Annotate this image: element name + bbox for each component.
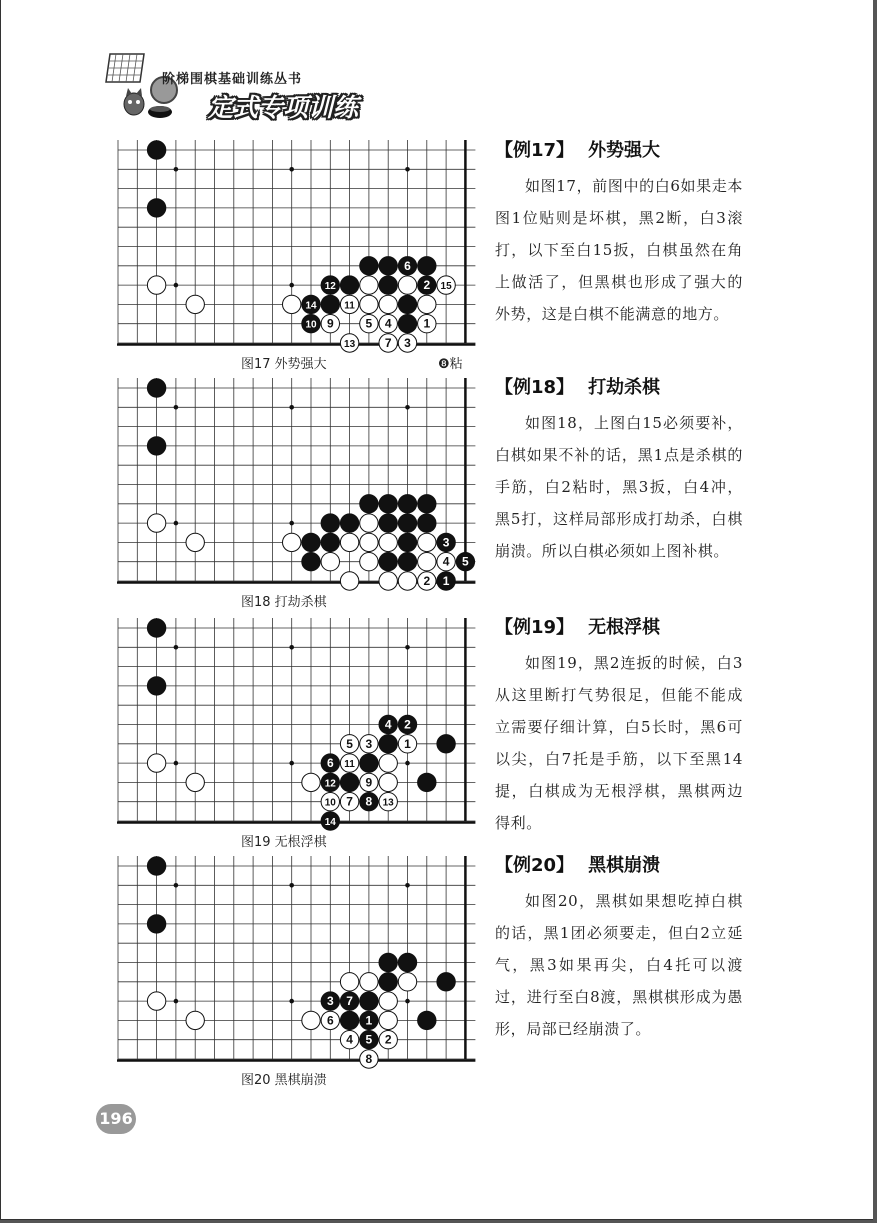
white-stone xyxy=(147,992,165,1010)
example-label: 【例18】 xyxy=(495,377,575,398)
board-grid xyxy=(117,378,475,583)
white-stone xyxy=(360,735,378,753)
move-number: 8 xyxy=(365,1052,373,1066)
example-title: 无根浮棋 xyxy=(588,617,661,638)
black-stone xyxy=(379,953,397,971)
move-number: 5 xyxy=(365,1032,373,1047)
black-stone xyxy=(379,553,397,571)
white-stone xyxy=(302,1011,320,1029)
black-stone xyxy=(321,514,339,532)
move-number: 3 xyxy=(442,535,450,550)
white-stone xyxy=(437,553,455,571)
white-stone xyxy=(147,276,165,294)
black-stone xyxy=(379,257,397,275)
star-point xyxy=(174,405,179,410)
star-point xyxy=(289,167,294,172)
go-diagram-19 xyxy=(100,614,480,832)
star-point xyxy=(405,405,410,410)
star-point xyxy=(174,645,179,650)
black-stone xyxy=(147,857,165,875)
move-number: 13 xyxy=(344,339,356,350)
move-number: 2 xyxy=(423,574,431,588)
black-stone xyxy=(321,773,339,791)
star-point xyxy=(405,999,410,1004)
diagram-caption: 图18 打劫杀棋 xyxy=(241,595,327,610)
black-stone xyxy=(360,257,378,275)
black-stone xyxy=(398,315,416,333)
white-stone xyxy=(379,334,397,352)
example-title: 黑棋崩溃 xyxy=(588,855,661,876)
white-stone xyxy=(379,295,397,313)
move-number: 13 xyxy=(382,797,394,809)
black-stone xyxy=(321,276,339,294)
move-number: 3 xyxy=(326,994,334,1009)
white-stone xyxy=(340,754,358,772)
move-number: 14 xyxy=(324,817,336,828)
page-number: 196 xyxy=(96,1104,136,1134)
white-stone xyxy=(379,315,397,333)
move-number: 6 xyxy=(326,1013,334,1028)
move-number: 1 xyxy=(442,574,450,588)
white-stone xyxy=(147,754,165,772)
white-stone xyxy=(186,295,204,313)
black-stone xyxy=(360,754,378,772)
move-number: 2 xyxy=(384,1032,392,1047)
move-number: 3 xyxy=(404,336,411,350)
white-stone xyxy=(360,295,378,313)
white-stone xyxy=(360,553,378,571)
white-stone xyxy=(398,572,416,590)
white-stone xyxy=(418,553,436,571)
black-stone xyxy=(302,295,320,313)
move-number: 4 xyxy=(384,316,392,331)
white-stone xyxy=(418,315,436,333)
white-stone xyxy=(340,572,358,590)
white-stone xyxy=(186,533,204,551)
black-stone xyxy=(321,754,339,772)
black-stone xyxy=(321,812,339,830)
black-stone xyxy=(398,715,416,733)
black-stone xyxy=(147,915,165,933)
black-stone xyxy=(398,953,416,971)
white-stone xyxy=(398,334,416,352)
white-stone xyxy=(340,334,358,352)
black-stone xyxy=(321,992,339,1010)
white-stone xyxy=(340,973,358,991)
move-number: 5 xyxy=(346,736,353,751)
white-stone xyxy=(340,295,358,313)
black-stone xyxy=(360,1011,378,1029)
series-title: 阶梯围棋基础训练丛书 xyxy=(162,72,303,87)
example-heading xyxy=(495,851,743,881)
black-stone xyxy=(147,619,165,637)
black-stone xyxy=(360,1031,378,1049)
go-board-icon xyxy=(104,52,148,86)
black-stone xyxy=(398,514,416,532)
move-number: 3 xyxy=(365,736,373,751)
white-stone xyxy=(147,514,165,532)
black-stone xyxy=(379,514,397,532)
black-stone xyxy=(418,773,436,791)
white-stone xyxy=(283,295,301,313)
white-stone xyxy=(418,572,436,590)
go-diagram-18 xyxy=(100,374,480,592)
white-stone xyxy=(437,276,455,294)
black-stone xyxy=(379,973,397,991)
black-stone xyxy=(398,553,416,571)
black-stone xyxy=(456,553,474,571)
example-heading xyxy=(495,136,743,166)
black-stone xyxy=(437,973,455,991)
move-number: 1 xyxy=(423,316,431,331)
white-stone xyxy=(360,514,378,532)
go-diagram-20 xyxy=(100,852,480,1070)
example-20 xyxy=(495,851,743,1045)
white-stone xyxy=(360,533,378,551)
move-number: 1 xyxy=(404,736,411,751)
black-stone xyxy=(437,735,455,753)
star-point xyxy=(174,521,179,526)
diagram-caption: 图20 黑棋崩溃 xyxy=(241,1073,327,1088)
example-label: 【例17】 xyxy=(495,140,575,161)
black-stone xyxy=(360,992,378,1010)
move-number: 11 xyxy=(344,300,355,312)
star-point xyxy=(405,645,410,650)
white-stone xyxy=(379,1011,397,1029)
example-heading xyxy=(495,613,743,643)
star-point xyxy=(289,761,294,766)
black-stone xyxy=(418,514,436,532)
board-grid xyxy=(117,856,475,1061)
white-stone xyxy=(321,793,339,811)
star-point xyxy=(174,999,179,1004)
move-number: 7 xyxy=(384,336,392,350)
black-stone xyxy=(147,677,165,695)
go-diagram-17 xyxy=(100,136,480,354)
white-stone xyxy=(360,1050,378,1068)
move-number: 10 xyxy=(324,797,336,809)
board-grid xyxy=(117,140,475,345)
star-point xyxy=(289,999,294,1004)
move-number: 6 xyxy=(404,258,411,273)
move-number: 12 xyxy=(324,281,336,293)
white-stone xyxy=(340,793,358,811)
white-stone xyxy=(321,553,339,571)
white-stone xyxy=(186,773,204,791)
white-stone xyxy=(360,773,378,791)
move-number: 1 xyxy=(365,1013,373,1028)
example-17 xyxy=(495,136,743,330)
black-stone xyxy=(340,992,358,1010)
black-stone xyxy=(418,257,436,275)
example-title: 打劫杀棋 xyxy=(588,377,661,398)
white-stone xyxy=(379,773,397,791)
move-number: 5 xyxy=(462,554,469,569)
white-stone xyxy=(360,276,378,294)
black-stone xyxy=(379,276,397,294)
move-number: 9 xyxy=(365,775,373,790)
black-stone xyxy=(302,315,320,333)
white-stone xyxy=(340,735,358,753)
black-stone xyxy=(147,141,165,159)
star-point xyxy=(289,521,294,526)
black-stone xyxy=(147,437,165,455)
move-number: 4 xyxy=(346,1032,353,1047)
white-stone xyxy=(418,533,436,551)
black-stone xyxy=(147,379,165,397)
black-stone xyxy=(437,572,455,590)
white-stone xyxy=(379,992,397,1010)
example-heading xyxy=(495,373,743,403)
example-label: 【例19】 xyxy=(495,617,575,638)
diagram-caption: 图19 无根浮棋 xyxy=(241,835,327,850)
white-stone xyxy=(418,295,436,313)
white-stone xyxy=(379,533,397,551)
diagram-note: ❽粘 xyxy=(438,357,463,372)
move-number: 4 xyxy=(442,554,450,569)
black-stone xyxy=(360,793,378,811)
star-point xyxy=(174,167,179,172)
book-title: 定式专项训练 xyxy=(208,93,359,122)
example-label: 【例20】 xyxy=(495,855,575,876)
white-stone xyxy=(379,793,397,811)
white-stone xyxy=(186,1011,204,1029)
diagram-caption: 图17 外势强大 xyxy=(241,357,327,372)
example-text: 如图20，黑棋如果想吃掉白棋的话，黑1团必须要走，但白2立延气，黑3如果再尖，白4托可以渡过，进行至白8渡，黑棋棋形成为愚形，局部已经崩溃了。 xyxy=(495,892,743,1038)
star-point xyxy=(289,405,294,410)
black-stone xyxy=(360,495,378,513)
move-number: 12 xyxy=(324,778,336,790)
black-stone xyxy=(302,533,320,551)
black-stone xyxy=(398,295,416,313)
white-stone xyxy=(360,973,378,991)
black-stone xyxy=(302,553,320,571)
black-stone xyxy=(379,715,397,733)
star-point xyxy=(174,883,179,888)
cat-mascot-icon xyxy=(120,82,180,122)
white-stone xyxy=(379,754,397,772)
star-point xyxy=(289,283,294,288)
black-stone xyxy=(379,495,397,513)
book-header xyxy=(104,52,364,124)
white-stone xyxy=(398,973,416,991)
black-stone xyxy=(321,295,339,313)
white-stone xyxy=(302,773,320,791)
move-number: 5 xyxy=(365,316,373,331)
board-grid xyxy=(117,618,475,823)
black-stone xyxy=(340,1011,358,1029)
black-stone xyxy=(418,276,436,294)
black-stone xyxy=(147,199,165,217)
move-number: 2 xyxy=(423,278,431,293)
move-number: 15 xyxy=(440,281,452,293)
move-number: 2 xyxy=(404,717,411,732)
black-stone xyxy=(418,1011,436,1029)
black-stone xyxy=(437,533,455,551)
example-19 xyxy=(495,613,743,839)
white-stone xyxy=(379,1031,397,1049)
white-stone xyxy=(398,735,416,753)
move-number: 14 xyxy=(305,300,317,312)
move-number: 4 xyxy=(384,717,392,732)
example-text: 如图17，前图中的白6如果走本图1位贴则是坏棋，黑2断，白3滚打，以下至白15扳，白棋虽然在角上做活了，但黑棋也形成了强大的外势，这是白棋不能满意的地方。 xyxy=(495,177,743,323)
black-stone xyxy=(398,533,416,551)
star-point xyxy=(289,645,294,650)
star-point xyxy=(174,761,179,766)
white-stone xyxy=(360,315,378,333)
move-number: 8 xyxy=(365,794,373,809)
move-number: 6 xyxy=(326,756,334,771)
black-stone xyxy=(398,495,416,513)
star-point xyxy=(289,883,294,888)
black-stone xyxy=(321,533,339,551)
example-text: 如图19，黑2连扳的时候，白3从这里断打气势很足，但能不能成立需要仔细计算，白5长时，黑6可以尖，白7托是手筋，以下至黑14提，白棋成为无根浮棋，黑棋两边得利。 xyxy=(495,654,743,832)
star-point xyxy=(405,167,410,172)
black-stone xyxy=(340,773,358,791)
example-18 xyxy=(495,373,743,567)
star-point xyxy=(405,883,410,888)
black-stone xyxy=(418,495,436,513)
move-number: 10 xyxy=(305,319,317,331)
move-number: 9 xyxy=(326,316,334,331)
page-shadow-right xyxy=(873,0,877,1223)
white-stone xyxy=(379,572,397,590)
black-stone xyxy=(379,735,397,753)
black-stone xyxy=(398,257,416,275)
example-title: 外势强大 xyxy=(588,140,661,161)
black-stone xyxy=(340,276,358,294)
white-stone xyxy=(321,1011,339,1029)
white-stone xyxy=(398,276,416,294)
move-number: 7 xyxy=(346,994,353,1009)
white-stone xyxy=(340,533,358,551)
star-point xyxy=(405,761,410,766)
move-number: 11 xyxy=(344,759,355,771)
star-point xyxy=(174,283,179,288)
white-stone xyxy=(340,1031,358,1049)
white-stone xyxy=(283,533,301,551)
white-stone xyxy=(321,315,339,333)
move-number: 7 xyxy=(346,794,353,809)
example-text: 如图18，上图白15必须要补，白棋如果不补的话，黑1点是杀棋的手筋，白2粘时，黑3扳，白4冲，黑5打，这样局部形成打劫杀，白棋崩溃。所以白棋必须如上图补棋。 xyxy=(495,414,743,560)
black-stone xyxy=(340,514,358,532)
